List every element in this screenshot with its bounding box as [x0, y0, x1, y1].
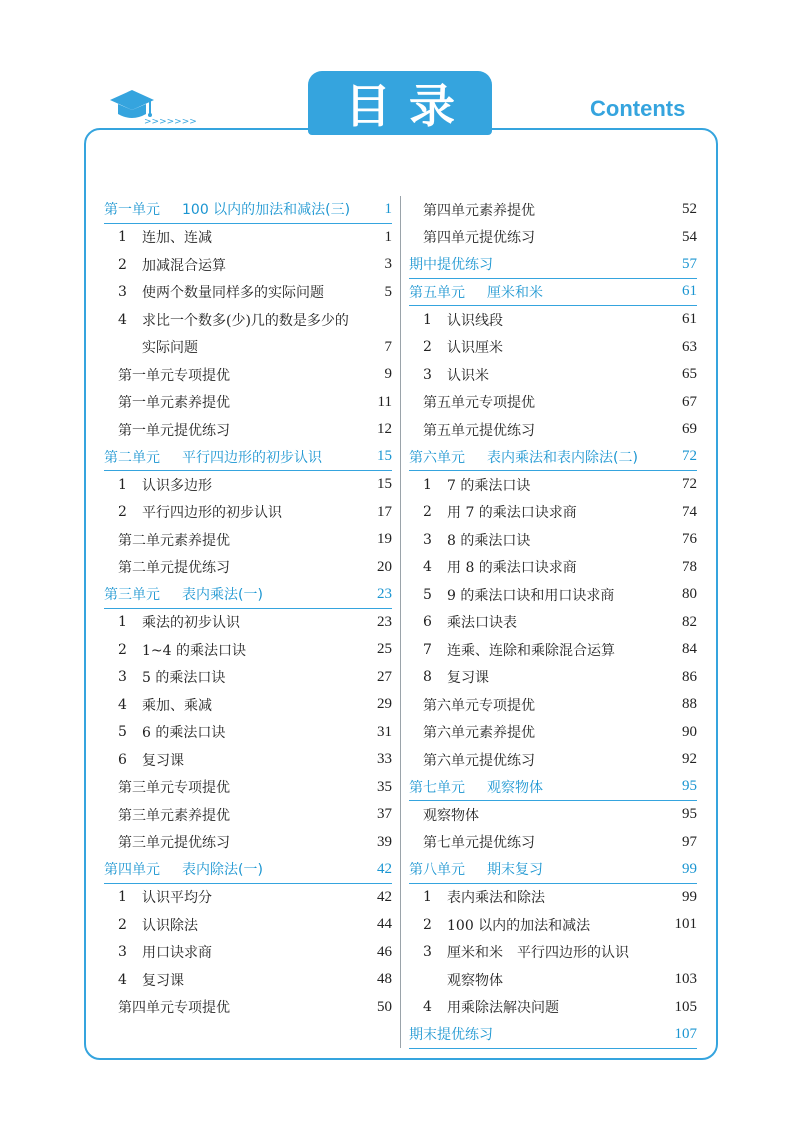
toc-page-number: 15 [377, 476, 392, 493]
toc-unit-title [104, 447, 362, 467]
toc-unit-title [409, 859, 667, 879]
toc-entry-title: 第五单元专项提优 [423, 395, 535, 412]
toc-entry-number: 2 [423, 504, 432, 521]
toc-unit-title [409, 777, 667, 797]
toc-unit-heading[interactable] [409, 774, 697, 802]
toc-entry-number: 1 [118, 614, 127, 631]
toc-entry-title: 加减混合运算 [142, 257, 226, 274]
toc-unit-label: 第一单元 [104, 202, 160, 219]
toc-entry[interactable] [104, 251, 392, 279]
toc-unit-title [409, 447, 667, 467]
toc-entry-title: 第六单元素养提优 [423, 725, 535, 742]
toc-unit-name: 表内乘法和表内除法(二) [487, 449, 638, 466]
toc-entry-title: 第四单元专项提优 [118, 1000, 230, 1017]
toc-entry-title: 第六单元专项提优 [423, 697, 535, 714]
toc-entry[interactable] [409, 911, 697, 939]
toc-entry[interactable] [104, 499, 392, 527]
toc-page-number: 9 [384, 366, 392, 383]
toc-page-number: 107 [674, 1025, 697, 1042]
toc-unit-heading[interactable] [409, 279, 697, 307]
toc-entry[interactable] [409, 719, 697, 747]
toc-entry-number: 8 [423, 669, 432, 686]
toc-entry[interactable] [104, 801, 392, 829]
toc-entry-title: 用乘除法解决问题 [447, 1000, 559, 1017]
toc-entry[interactable] [104, 416, 392, 444]
toc-entry-number: 4 [423, 999, 432, 1016]
toc-page-number: 29 [377, 696, 392, 713]
toc-page-number: 99 [682, 888, 697, 905]
toc-entry[interactable] [104, 884, 392, 912]
toc-page-number: 61 [682, 283, 697, 300]
toc-page-number: 86 [682, 668, 697, 685]
toc-entry-title: 使两个数量同样多的实际问题 [142, 285, 324, 302]
toc-unit-label: 第七单元 [409, 779, 465, 796]
toc-entry[interactable] [104, 334, 392, 362]
toc-page-number: 39 [377, 833, 392, 850]
toc-entry[interactable] [104, 224, 392, 252]
toc-unit-title [104, 584, 362, 604]
toc-page-number: 84 [682, 641, 697, 658]
toc-page-number: 78 [682, 558, 697, 575]
toc-entry-number: 3 [118, 669, 127, 686]
toc-page-number: 48 [377, 971, 392, 988]
toc-entry-title: 1~4 的乘法口诀 [142, 642, 246, 659]
toc-entry-number: 1 [423, 889, 432, 906]
toc-entry[interactable] [104, 554, 392, 582]
toc-entry-number: 4 [423, 559, 432, 576]
toc-entry-title: 观察物体 [423, 807, 479, 824]
toc-entry[interactable] [104, 389, 392, 417]
toc-unit-title [409, 254, 667, 274]
toc-entry[interactable] [104, 774, 392, 802]
toc-entry-number: 6 [118, 751, 127, 768]
toc-page-number: 99 [682, 860, 697, 877]
toc-page-number: 5 [384, 283, 392, 300]
toc-entry[interactable] [409, 196, 697, 224]
toc-entry-number: 2 [423, 339, 432, 356]
toc-entry[interactable] [104, 609, 392, 637]
toc-entry-number: 2 [118, 256, 127, 273]
toc-entry[interactable] [409, 334, 697, 362]
toc-entry-title: 用 7 的乘法口诀求商 [447, 505, 577, 522]
toc-page-number: 31 [377, 723, 392, 740]
toc-entry-title: 乘法口诀表 [447, 615, 517, 632]
toc-entry-number: 1 [118, 889, 127, 906]
toc-unit-heading[interactable] [104, 581, 392, 609]
toc-entry-number: 5 [118, 724, 127, 741]
toc-entry-title: 乘法的初步认识 [142, 615, 240, 632]
toc-page-number: 15 [377, 448, 392, 465]
toc-entry[interactable] [409, 664, 697, 692]
toc-entry-title: 第三单元提优练习 [118, 835, 230, 852]
toc-page-number: 20 [377, 558, 392, 575]
toc-page-number: 7 [384, 338, 392, 355]
toc-unit-name: 厘米和米 [487, 284, 543, 301]
toc-entry-number: 2 [118, 916, 127, 933]
toc-entry[interactable] [409, 526, 697, 554]
toc-page-number: 103 [674, 971, 697, 988]
toc-unit-label: 第二单元 [104, 449, 160, 466]
toc-entry-number: 1 [423, 311, 432, 328]
toc-entry-title: 9 的乘法口诀和用口诀求商 [447, 587, 615, 604]
toc-entry[interactable] [409, 939, 697, 967]
toc-page-number: 23 [377, 613, 392, 630]
toc-entry-title: 第三单元专项提优 [118, 780, 230, 797]
toc-unit-heading[interactable] [409, 856, 697, 884]
toc-entry-title: 第二单元提优练习 [118, 560, 230, 577]
toc-page-number: 63 [682, 338, 697, 355]
toc-entry[interactable] [104, 994, 392, 1022]
toc-entry-title: 5 的乘法口诀 [142, 670, 226, 687]
toc-page-number: 82 [682, 613, 697, 630]
toc-page-number: 37 [377, 806, 392, 823]
toc-entry[interactable] [104, 361, 392, 389]
toc-page-number: 67 [682, 393, 697, 410]
toc-entry-title: 8 的乘法口诀 [447, 532, 531, 549]
toc-unit-label: 第八单元 [409, 862, 465, 879]
toc-entry-title: 第四单元提优练习 [423, 230, 535, 247]
toc-entry-title: 观察物体 [447, 972, 503, 989]
toc-page-number: 19 [377, 531, 392, 548]
toc-page-number: 11 [377, 393, 392, 410]
toc-page-number: 95 [682, 806, 697, 823]
toc-page-number: 1 [384, 200, 392, 217]
toc-entry-number: 3 [423, 944, 432, 961]
toc-page-number: 3 [384, 256, 392, 273]
toc-entry[interactable] [104, 471, 392, 499]
toc-page-number: 90 [682, 723, 697, 740]
toc-unit-heading[interactable] [104, 444, 392, 472]
toc-page-number: 95 [682, 778, 697, 795]
toc-entry-title: 连加、连减 [142, 230, 212, 247]
toc-entry-number: 4 [118, 311, 127, 328]
toc-page-number: 1 [384, 228, 392, 245]
toc-unit-title [104, 859, 362, 879]
toc-entry[interactable] [409, 691, 697, 719]
toc-unit-label: 第三单元 [104, 587, 160, 604]
toc-entry[interactable] [104, 279, 392, 307]
toc-entry[interactable] [409, 581, 697, 609]
toc-unit-heading[interactable] [104, 196, 392, 224]
toc-page-number: 17 [377, 503, 392, 520]
toc-entry[interactable] [104, 306, 392, 334]
toc-entry-title: 连乘、连除和乘除混合运算 [447, 642, 615, 659]
toc-entry-title: 认识平均分 [142, 890, 212, 907]
toc-entry-title: 第一单元提优练习 [118, 422, 230, 439]
toc-unit-heading[interactable] [104, 856, 392, 884]
toc-page-number: 33 [377, 751, 392, 768]
toc-unit-label: 期中提优练习 [409, 257, 493, 274]
toc-page-number: 92 [682, 751, 697, 768]
toc-entry-title: 第二单元素养提优 [118, 532, 230, 549]
toc-entry[interactable] [409, 829, 697, 857]
toc-entry[interactable] [104, 966, 392, 994]
toc-entry[interactable] [409, 499, 697, 527]
toc-entry[interactable] [409, 636, 697, 664]
toc-right-column [409, 196, 697, 1049]
toc-entry-number: 1 [118, 476, 127, 493]
toc-unit-heading[interactable] [409, 251, 697, 279]
toc-entry[interactable] [409, 389, 697, 417]
toc-entry-title: 复习课 [447, 670, 489, 687]
toc-entry-number: 2 [118, 641, 127, 658]
toc-entry-title: 复习课 [142, 752, 184, 769]
toc-page-number: 76 [682, 531, 697, 548]
toc-entry-number: 7 [423, 641, 432, 658]
toc-entry-title: 厘米和米 平行四边形的认识 [447, 945, 629, 962]
toc-entry[interactable] [104, 719, 392, 747]
toc-entry[interactable] [104, 691, 392, 719]
toc-entry-title: 认识线段 [447, 312, 503, 329]
toc-page-number: 65 [682, 366, 697, 383]
toc-entry-number: 4 [118, 696, 127, 713]
toc-entry-title: 复习课 [142, 972, 184, 989]
toc-entry[interactable] [409, 884, 697, 912]
toc-entry-title: 认识多边形 [142, 477, 212, 494]
toc-unit-title [409, 282, 667, 302]
toc-entry-title: 认识厘米 [447, 340, 503, 357]
toc-unit-name: 观察物体 [487, 779, 543, 796]
toc-entry-title: 乘加、乘减 [142, 697, 212, 714]
toc-page-number: 74 [682, 503, 697, 520]
toc-unit-title [409, 1024, 667, 1044]
toc-entry-title: 求比一个数多(少)几的数是多少的 [142, 312, 349, 329]
toc-entry-number: 5 [423, 586, 432, 603]
toc-entry[interactable] [104, 526, 392, 554]
toc-entry-title: 第七单元提优练习 [423, 835, 535, 852]
toc-page-number: 72 [682, 476, 697, 493]
toc-unit-heading[interactable] [409, 1021, 697, 1049]
toc-unit-name: 平行四边形的初步认识 [182, 449, 322, 466]
toc-page-number: 42 [377, 860, 392, 877]
toc-entry[interactable] [409, 554, 697, 582]
toc-page-number: 52 [682, 201, 697, 218]
toc-unit-title [104, 199, 362, 219]
toc-entry-number: 2 [423, 916, 432, 933]
toc-page-number: 27 [377, 668, 392, 685]
toc-page-number: 50 [377, 998, 392, 1015]
svg-text:>>>>>>>: >>>>>>> [144, 117, 197, 127]
toc-entry-number: 3 [423, 531, 432, 548]
toc-unit-name: 表内除法(一) [182, 862, 263, 879]
toc-entry[interactable] [409, 416, 697, 444]
toc-unit-name: 表内乘法(一) [182, 587, 263, 604]
toc-entry[interactable] [409, 994, 697, 1022]
toc-entry[interactable] [409, 471, 697, 499]
toc-page-number: 61 [682, 311, 697, 328]
column-divider [400, 196, 401, 1048]
toc-entry[interactable] [409, 306, 697, 334]
toc-entry-number: 1 [118, 229, 127, 246]
toc-entry[interactable] [104, 829, 392, 857]
toc-entry-title: 用 8 的乘法口诀求商 [447, 560, 577, 577]
toc-entry[interactable] [409, 966, 697, 994]
toc-entry-number: 1 [423, 476, 432, 493]
toc-page-number: 97 [682, 833, 697, 850]
toc-entry[interactable] [409, 801, 697, 829]
toc-entry[interactable] [409, 609, 697, 637]
toc-page-number: 42 [377, 888, 392, 905]
toc-entry-title: 第四单元素养提优 [423, 202, 535, 219]
toc-entry-title: 第一单元专项提优 [118, 367, 230, 384]
toc-entry[interactable] [104, 664, 392, 692]
toc-entry-number: 6 [423, 614, 432, 631]
toc-unit-heading[interactable] [409, 444, 697, 472]
toc-entry[interactable] [104, 939, 392, 967]
toc-left-column [104, 196, 392, 1021]
page-subtitle: Contents [590, 96, 686, 121]
toc-unit-label: 第六单元 [409, 449, 465, 466]
toc-page-number: 12 [377, 421, 392, 438]
toc-entry-title: 认识除法 [142, 917, 198, 934]
toc-entry[interactable] [409, 361, 697, 389]
toc-page-number: 105 [674, 998, 697, 1015]
toc-page-number: 101 [674, 916, 697, 933]
toc-page-number: 44 [377, 916, 392, 933]
toc-page-number: 46 [377, 943, 392, 960]
toc-page-number: 72 [682, 448, 697, 465]
toc-unit-name: 100 以内的加法和减法(三) [182, 202, 351, 219]
toc-entry-title: 表内乘法和除法 [447, 890, 545, 907]
toc-entry-number: 3 [118, 284, 127, 301]
toc-entry-title: 第一单元素养提优 [118, 395, 230, 412]
toc-entry-number: 3 [118, 944, 127, 961]
toc-page-number: 80 [682, 586, 697, 603]
toc-entry-number: 3 [423, 366, 432, 383]
page-title: 目录 [345, 79, 473, 133]
toc-entry[interactable] [104, 746, 392, 774]
toc-entry[interactable] [409, 224, 697, 252]
title-tab [308, 71, 492, 135]
toc-entry-number: 4 [118, 971, 127, 988]
toc-entry-title: 第五单元提优练习 [423, 422, 535, 439]
toc-page-number: 54 [682, 228, 697, 245]
toc-entry-title: 第六单元提优练习 [423, 752, 535, 769]
toc-entry-title: 认识米 [447, 367, 489, 384]
toc-entry-title: 用口诀求商 [142, 945, 212, 962]
toc-entry-title: 平行四边形的初步认识 [142, 505, 282, 522]
toc-unit-name: 期末复习 [487, 862, 543, 879]
toc-entry-title: 第三单元素养提优 [118, 807, 230, 824]
toc-entry-title: 实际问题 [142, 340, 198, 357]
toc-entry-number: 2 [118, 504, 127, 521]
toc-entry[interactable] [409, 746, 697, 774]
toc-page-number: 23 [377, 585, 392, 602]
toc-page-number: 57 [682, 255, 697, 272]
toc-entry-title: 7 的乘法口诀 [447, 477, 531, 494]
toc-unit-label: 第四单元 [104, 862, 160, 879]
toc-page-number: 88 [682, 696, 697, 713]
graduation-cap-icon [106, 84, 197, 128]
toc-unit-label: 期末提优练习 [409, 1027, 493, 1044]
toc-entry[interactable] [104, 636, 392, 664]
toc-unit-label: 第五单元 [409, 284, 465, 301]
toc-page-number: 35 [377, 778, 392, 795]
toc-entry-title: 6 的乘法口诀 [142, 725, 226, 742]
toc-entry[interactable] [104, 911, 392, 939]
toc-page-number: 25 [377, 641, 392, 658]
toc-page-number: 69 [682, 421, 697, 438]
toc-entry-title: 100 以内的加法和减法 [447, 917, 591, 934]
